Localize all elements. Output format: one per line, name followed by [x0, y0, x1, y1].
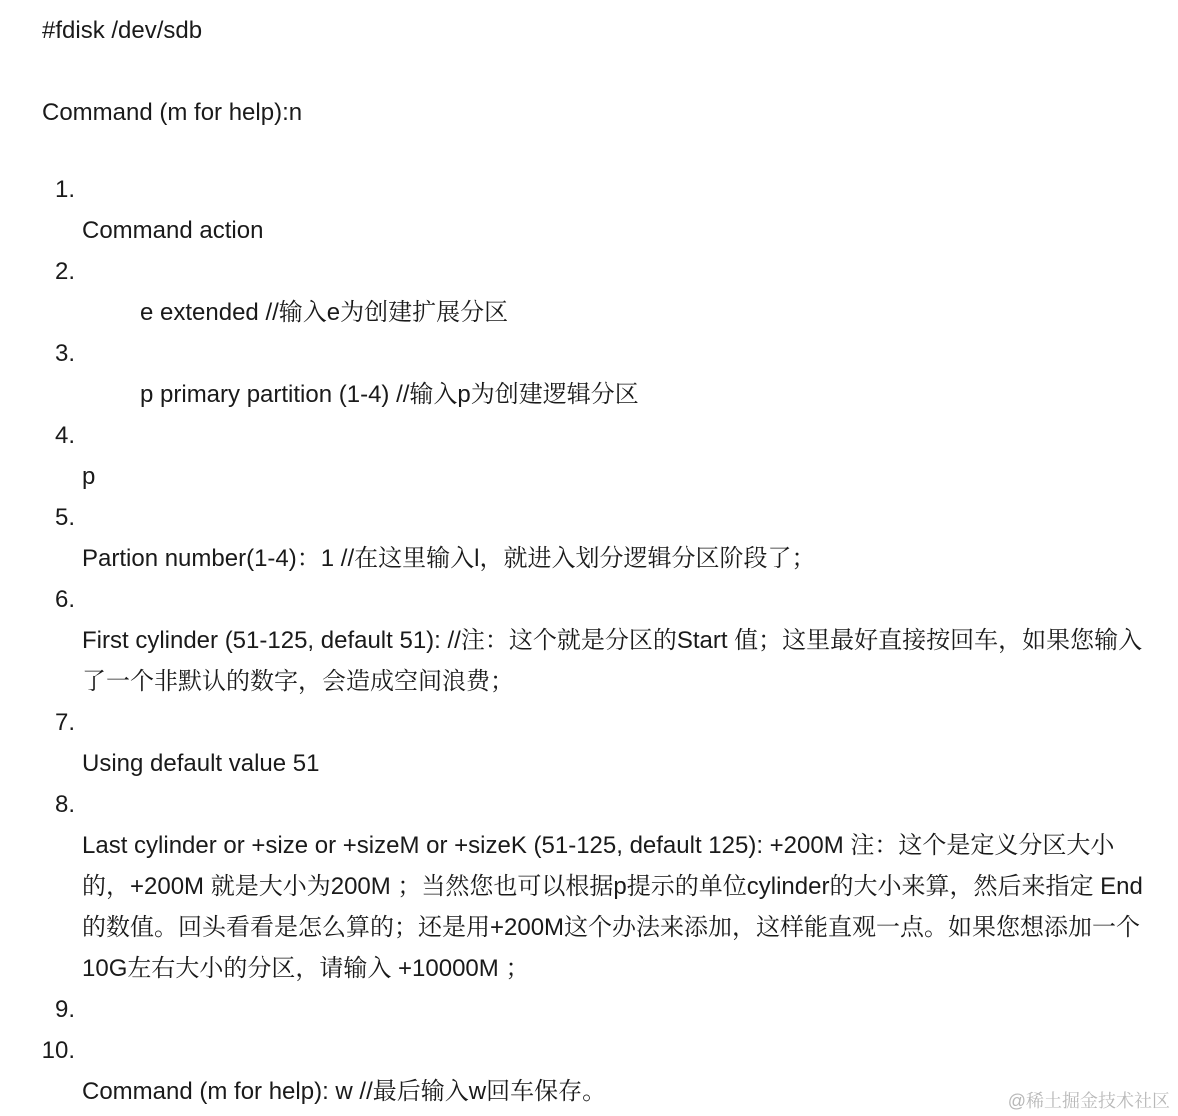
step-number: 3. [54, 340, 75, 367]
list-item [0, 169, 1152, 251]
list-item [0, 333, 1152, 415]
step-number: 9. [54, 996, 75, 1023]
list-item [0, 784, 1152, 989]
list-item [0, 415, 1152, 497]
steps-list [0, 169, 1178, 1112]
list-item [0, 989, 1152, 1030]
command-line-prompt: Command (m for help):n [42, 99, 303, 126]
list-item [0, 702, 1152, 784]
step-number: 4. [54, 422, 75, 449]
watermark: @稀土掘金技术社区 [1007, 1091, 1170, 1111]
list-item [0, 1030, 1152, 1112]
command-line-fdisk: #fdisk /dev/sdb [42, 17, 203, 44]
step-text: p [82, 463, 96, 490]
step-text: Partion number(1-4)：1 //在这里输入l，就进入划分逻辑分区阶段了； [82, 545, 816, 572]
step-number: 10. [41, 1037, 75, 1064]
step-text: Last cylinder or +size or +sizeM or +sizeK (51-125, default 125): +200M 注：这个是定义分区大小的，+200M 就是大小为200M ；当然您也可以根据p提示的单位cylinder的大小来算，然后来指定 End的数值。回头看看是怎么算的；还是用+200M这个办法来添加，这样能直观一点。如果您想添加一个10G左右大小的分区，请输入 +10000M ； [82, 832, 1143, 982]
step-text: Using default value 51 [82, 750, 320, 777]
step-text: p primary partition (1-4) //输入p为创建逻辑分区 [140, 381, 639, 408]
step-number: 7. [54, 709, 75, 736]
step-text: e extended //输入e为创建扩展分区 [140, 299, 509, 326]
step-number: 2. [54, 258, 75, 285]
list-item [0, 251, 1152, 333]
step-text: Command action [82, 217, 264, 244]
step-number: 5. [54, 504, 75, 531]
step-number: 8. [54, 791, 75, 818]
step-number: 6. [54, 586, 75, 613]
step-number: 1. [54, 176, 75, 203]
list-item [0, 497, 1152, 579]
list-item [0, 579, 1152, 702]
step-text: First cylinder (51-125, default 51): //注：这个就是分区的Start 值；这里最好直接按回车，如果您输入了一个非默认的数字，会造成空间浪费； [82, 627, 1143, 695]
step-text: Command (m for help): w //最后输入w回车保存。 [82, 1078, 607, 1105]
